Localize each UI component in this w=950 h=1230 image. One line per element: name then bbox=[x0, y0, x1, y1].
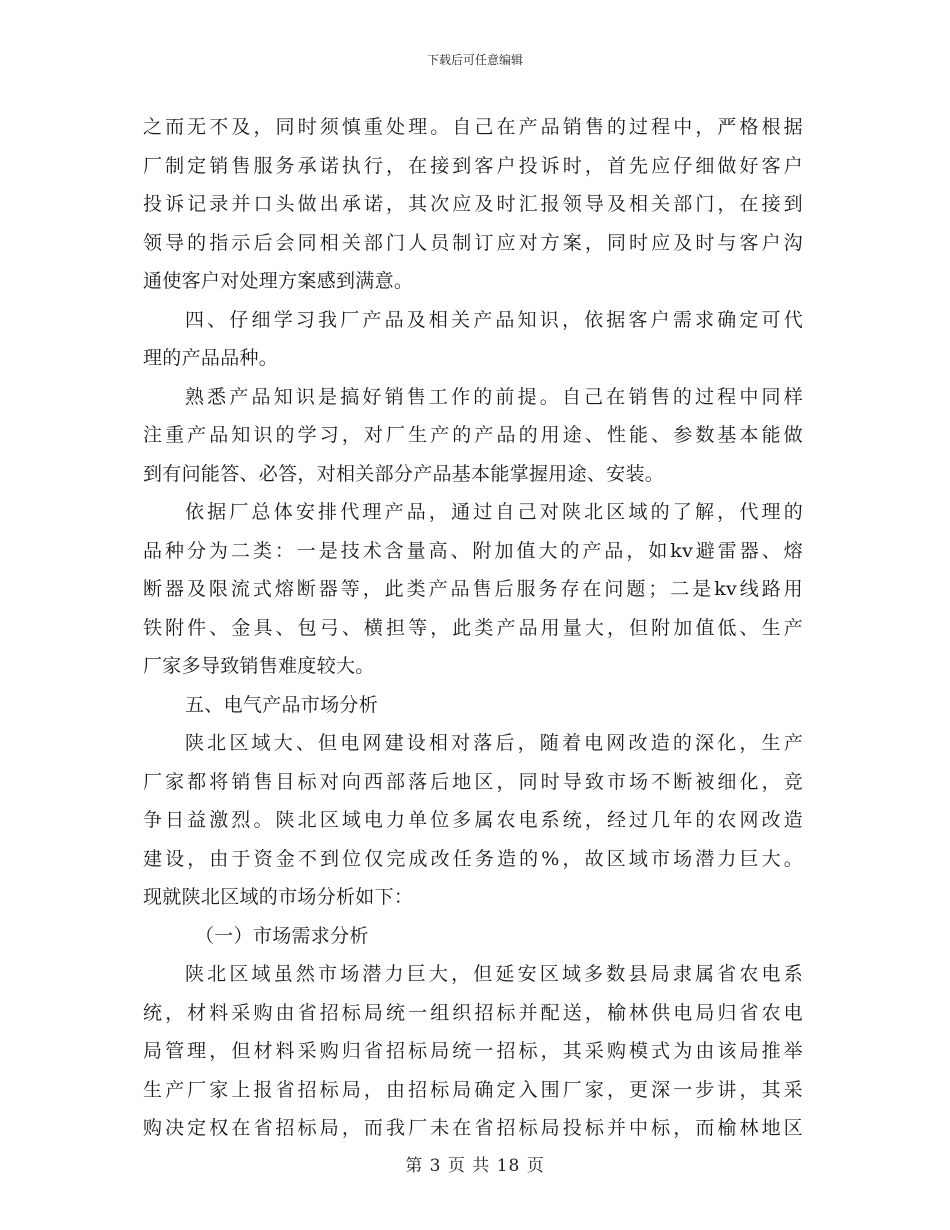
text-line: 投诉记录并口头做出承诺，其次应及时汇报领导及相关部门，在接到 bbox=[143, 193, 803, 215]
text-line: 现就陕北区域的市场分析如下： bbox=[143, 886, 414, 908]
text-line: 厂家多导致销售难度较大。 bbox=[143, 655, 375, 677]
text-line: 建设，由于资金不到位仅完成改任务造的%，故区域市场潜力巨大。 bbox=[143, 847, 803, 870]
text-line: 注重产品知识的学习，对厂生产的产品的用途、性能、参数基本能做 bbox=[143, 424, 803, 446]
text-line: 熟悉产品知识是搞好销售工作的前提。自己在销售的过程中同样 bbox=[185, 385, 803, 408]
text-line: 之而无不及，同时须慎重处理。自己在产品销售的过程中，严格根据 bbox=[143, 116, 803, 138]
page-number: 第 3 页 共 18 页 bbox=[405, 1156, 545, 1176]
text-line: 通使客户对处理方案感到满意。 bbox=[143, 270, 414, 292]
section-heading: 五、电气产品市场分析 bbox=[185, 693, 379, 716]
page-header: 下载后可任意编辑 bbox=[426, 53, 523, 67]
text-line: 生产厂家上报省招标局，由招标局确定入围厂家，更深一步讲，其采 bbox=[143, 1078, 803, 1101]
text-line: 断器及限流式熔断器等，此类产品售后服务存在问题；二是kv线路用 bbox=[143, 578, 803, 600]
text-line: 陕北区域虽然市场潜力巨大，但延安区域多数县局隶属省农电系 bbox=[185, 963, 803, 985]
section-heading-line: 理的产品品种。 bbox=[143, 347, 279, 369]
text-line: 陕北区域大、但电网建设相对落后，随着电网改造的深化，生产 bbox=[185, 732, 803, 754]
text-line: 铁附件、金具、包弓、横担等，此类产品用量大，但附加值低、生产 bbox=[143, 616, 803, 639]
section-heading-line: 四、仔细学习我厂产品及相关产品知识，依据客户需求确定可代 bbox=[185, 308, 803, 331]
text-line: 争日益激烈。陕北区域电力单位多属农电系统，经过几年的农网改造 bbox=[143, 809, 803, 831]
text-line: 厂制定销售服务承诺执行，在接到客户投诉时，首先应仔细做好客户 bbox=[143, 154, 803, 177]
text-line: 领导的指示后会同相关部门人员制订应对方案，同时应及时与客户沟 bbox=[143, 231, 803, 254]
text-line: 到有问能答、必答，对相关部分产品基本能掌握用途、安装。 bbox=[143, 462, 665, 485]
document-body bbox=[143, 108, 803, 1148]
text-line: 局管理，但材料采购归省招标局统一招标，其采购模式为由该局推举 bbox=[143, 1040, 803, 1062]
text-line: 购决定权在省招标局，而我厂未在省招标局投标并中标，而榆林地区 bbox=[143, 1117, 803, 1139]
text-line: 依据厂总体安排代理产品，通过自己对陕北区域的了解，代理的 bbox=[185, 501, 803, 523]
text-line: 统，材料采购由省招标局统一组织招标并配送，榆林供电局归省农电 bbox=[143, 1001, 803, 1024]
text-line: 品种分为二类：一是技术含量高、附加值大的产品，如kv避雷器、熔 bbox=[143, 539, 803, 562]
text-line: 厂家都将销售目标对向西部落后地区，同时导致市场不断被细化，竞 bbox=[143, 770, 803, 793]
subsection-heading: （一）市场需求分析 bbox=[195, 924, 369, 947]
